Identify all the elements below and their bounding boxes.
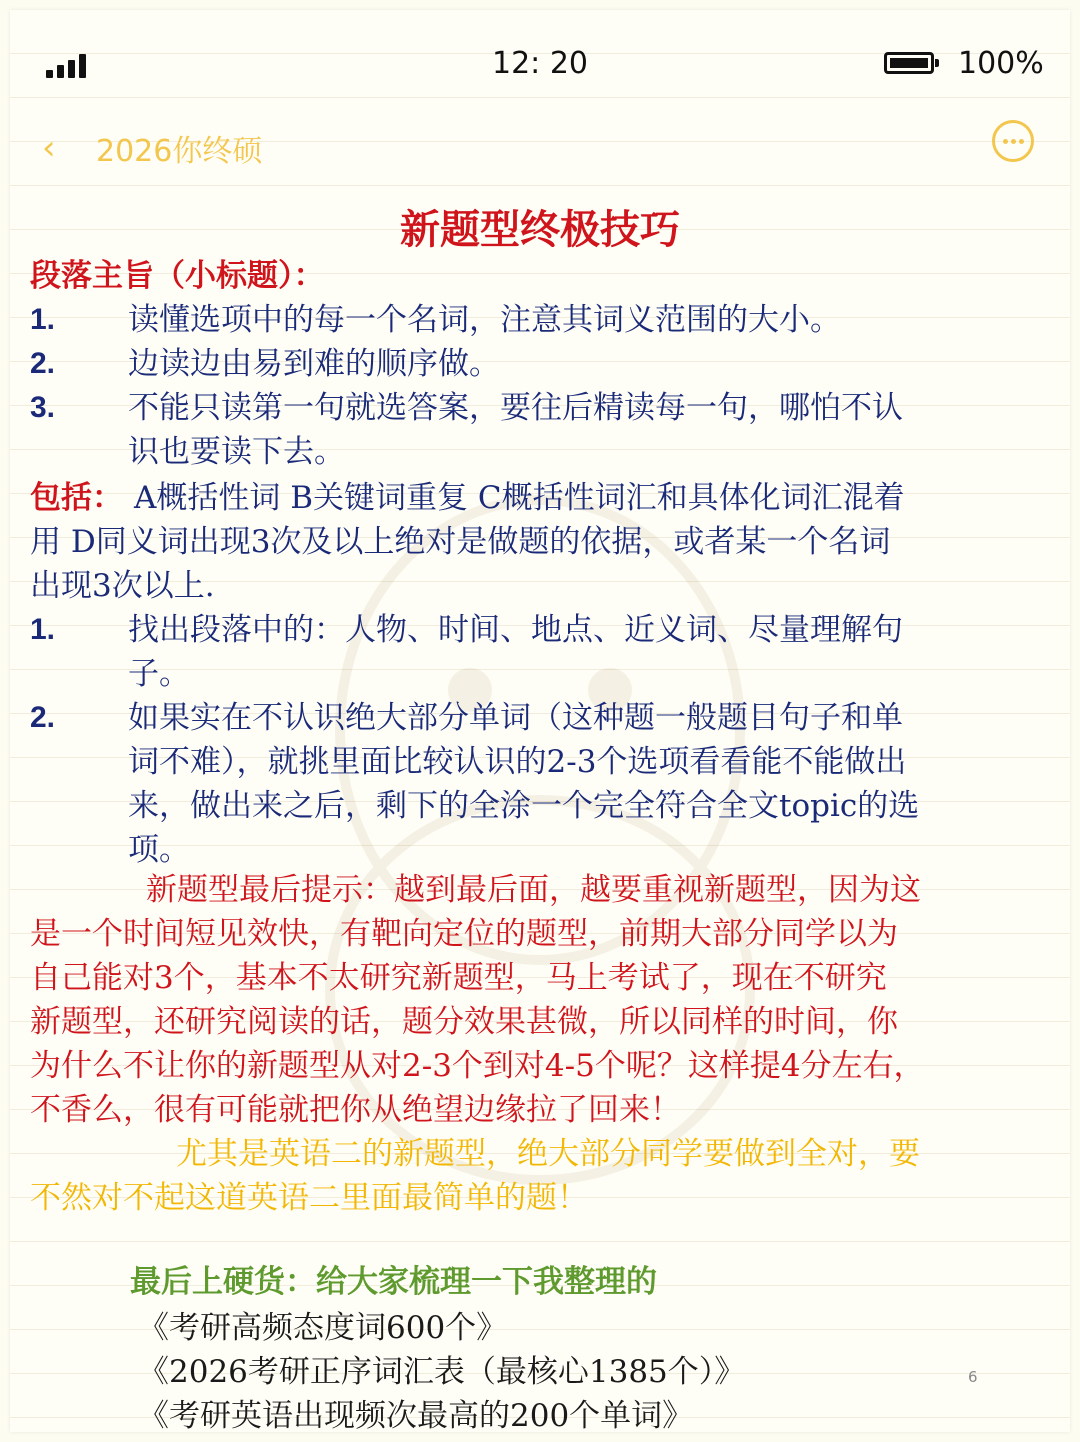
tip-paragraph-line: 为什么不让你的新题型从对2-3个到对4-5个呢？这样提4分左右， <box>30 1048 925 1084</box>
tip-paragraph-line: 自己能对3个，基本不太研究新题型，马上考试了，现在不研究 <box>30 960 887 996</box>
battery-percent: 100% <box>958 46 1044 81</box>
list-item-text: 找出段落中的：人物、时间、地点、近义词、尽量理解句 <box>128 612 903 648</box>
list-item-text: 项。 <box>128 832 190 868</box>
list-number: 3. <box>30 391 56 424</box>
resource-item: 《考研英语出现频次最高的200个单词》 <box>138 1398 694 1432</box>
note-page <box>10 10 1070 1432</box>
list-number: 1. <box>30 613 56 646</box>
highlight-paragraph-line: 尤其是英语二的新题型，绝大部分同学要做到全对，要 <box>176 1136 920 1172</box>
paragraph-line: A概括性词 B关键词重复 C概括性词汇和具体化词汇混着 <box>134 480 905 516</box>
battery-icon <box>884 52 934 74</box>
resource-item: 《2026考研正序词汇表（最核心1385个）》 <box>138 1354 746 1390</box>
list-item-text: 不能只读第一句就选答案，要往后精读每一句，哪怕不认 <box>128 390 903 426</box>
list-item-text: 如果实在不认识绝大部分单词（这种题一般题目句子和单 <box>128 700 903 736</box>
highlight-paragraph-line: 不然对不起这道英语二里面最简单的题！ <box>30 1180 588 1216</box>
page-title: 新题型终极技巧 <box>400 206 680 253</box>
list-item-text: 读懂选项中的每一个名词，注意其词义范围的大小。 <box>128 302 841 338</box>
includes-label: 包括： <box>30 480 123 516</box>
more-circle-icon[interactable] <box>992 120 1034 162</box>
paragraph-line: 用 D同义词出现3次及以上绝对是做题的依据，或者某一个名词 <box>30 524 891 560</box>
list-item-text: 来，做出来之后，剩下的全涂一个完全符合全文topic的选 <box>128 788 920 824</box>
resource-item: 《考研高频态度词600个》 <box>138 1310 508 1346</box>
status-time: 12: 20 <box>492 46 588 81</box>
list-item-text: 子。 <box>128 656 190 692</box>
list-item-text: 词不难），就挑里面比较认识的2-3个选项看看能不能做出 <box>128 744 907 780</box>
battery-fill <box>890 58 928 68</box>
tip-paragraph-line: 新题型，还研究阅读的话，题分效果甚微，所以同样的时间，你 <box>30 1004 898 1040</box>
chevron-left-icon[interactable]: ‹ <box>42 128 56 168</box>
tip-paragraph-line: 不香么，很有可能就把你从绝望边缘拉了回来！ <box>30 1092 681 1128</box>
nav-title: 2026你终硕 <box>96 134 263 169</box>
list-number: 2. <box>30 701 56 734</box>
status-bar <box>10 10 1070 120</box>
list-number: 1. <box>30 303 56 336</box>
tip-paragraph-line: 新题型最后提示：越到最后面，越要重视新题型，因为这 <box>146 872 921 908</box>
paragraph-line: 出现3次以上. <box>30 568 215 604</box>
list-item-text: 识也要读下去。 <box>128 434 345 470</box>
section-heading: 段落主旨（小标题）： <box>30 258 325 294</box>
tip-paragraph-line: 是一个时间短见效快，有靶向定位的题型，前期大部分同学以为 <box>30 916 898 952</box>
resources-heading: 最后上硬货：给大家梳理一下我整理的 <box>130 1264 657 1300</box>
list-number: 2. <box>30 347 56 380</box>
list-item-text: 边读边由易到难的顺序做。 <box>128 346 500 382</box>
page-number: 6 <box>968 1368 978 1386</box>
